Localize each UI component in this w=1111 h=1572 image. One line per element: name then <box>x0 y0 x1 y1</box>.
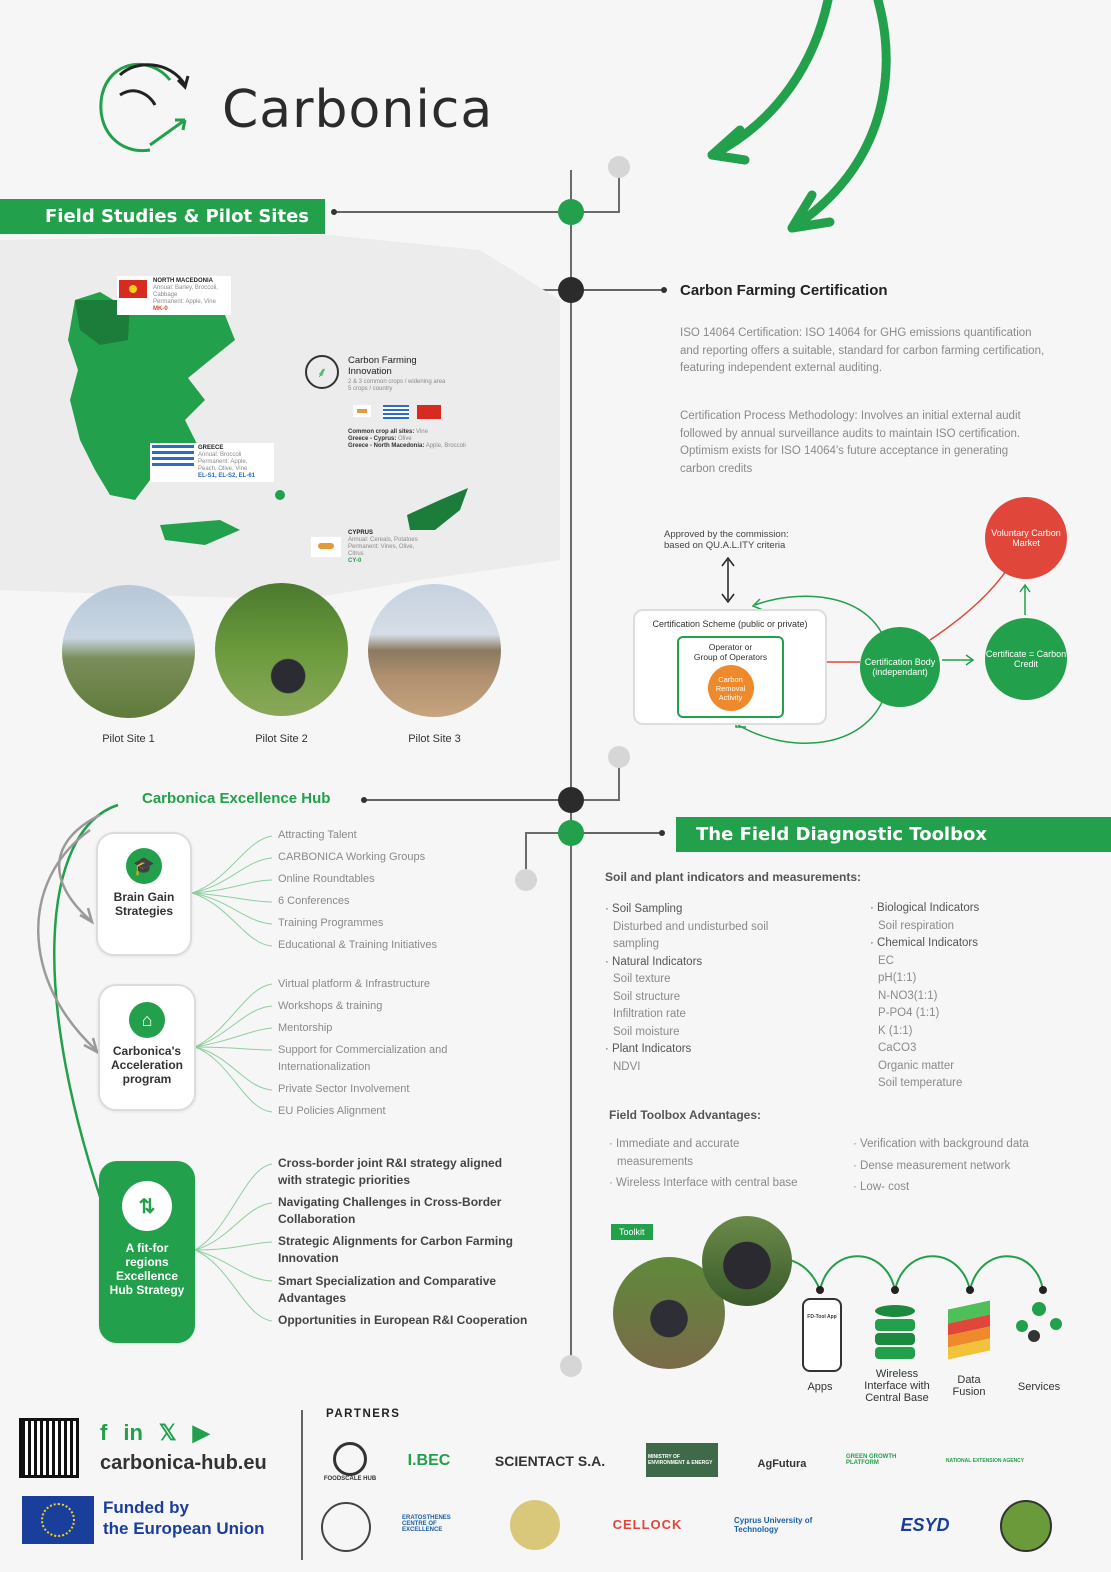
partners-title: PARTNERS <box>326 1408 401 1420</box>
strategy-icon: ⇅ <box>122 1181 172 1231</box>
brain-gain-card: 🎓 Brain Gain Strategies <box>96 832 192 956</box>
accel-item: Support for Commercialization and <box>278 1044 448 1056</box>
brain-item: Online Roundtables <box>278 873 375 885</box>
north-macedonia-flag-icon <box>119 280 147 298</box>
partner-logo: FOODSCALE HUB <box>320 1436 380 1488</box>
brain-item: CARBONICA Working Groups <box>278 851 426 863</box>
funded-by: Funded by the European Union <box>103 1498 265 1538</box>
advantages-column-1: · Immediate and accurate measurements · Wireless Interface with central base <box>609 1138 798 1189</box>
carbon-removal-circle: Carbon Removal Activity <box>708 665 754 711</box>
advantages-column-2: · Verification with background data · Dense measurement network · Low- cost <box>853 1138 1029 1193</box>
north-macedonia-flag-small-icon <box>417 405 441 419</box>
indicators-column-2: · Biological Indicators Soil respiration · Chemical Indicators EC pH(1:1) N-NO3(1:1) P-PO4 (1:1) K (1:1) CaCO3 Organic matter Soil temperature <box>870 902 980 1089</box>
partner-logo: SCIENTACT S.A. <box>494 1453 606 1469</box>
accel-item: Workshops & training <box>278 1000 383 1012</box>
partner-seal-icon <box>1000 1500 1052 1552</box>
brain-item: Training Programmes <box>278 917 384 929</box>
accel-item: Virtual platform & Infrastructure <box>278 978 431 990</box>
social-icons <box>100 1420 210 1446</box>
accel-item: Private Sector Involvement <box>278 1083 410 1095</box>
partner-logo: ERATOSTHENES CENTRE OF EXCELLENCE <box>402 1515 451 1533</box>
certificate-circle: Certificate = Carbon Credit <box>985 618 1067 700</box>
field-studies-title: Field Studies & Pilot Sites <box>0 199 325 234</box>
brain-item: Attracting Talent <box>278 829 357 841</box>
wheat-icon: ⸙ <box>305 355 339 389</box>
partner-logo: Cyprus University of Technology <box>734 1516 813 1534</box>
x-icon[interactable]: 𝕏 <box>158 1420 177 1445</box>
step-data-fusion: Data Fusion <box>952 1374 986 1398</box>
brain-item: Educational & Training Initiatives <box>278 939 437 951</box>
pilot-site-1-label: Pilot Site 1 <box>102 733 155 745</box>
pilot-site-2-label: Pilot Site 2 <box>255 733 308 745</box>
fit-item: Smart Specialization and Comparative <box>278 1274 497 1288</box>
greece-flag-small-icon <box>383 405 409 419</box>
fit-for-regions-card: ⇅ A fit-for regions Excellence Hub Strategy <box>99 1161 195 1343</box>
cyprus-flag-small-icon <box>353 405 371 417</box>
step-services: Services <box>1017 1381 1061 1393</box>
pilot-site-3-label: Pilot Site 3 <box>408 733 461 745</box>
fit-item: Collaboration <box>278 1212 356 1226</box>
qr-code-icon[interactable] <box>22 1421 76 1475</box>
fit-item: Navigating Challenges in Cross-Border <box>278 1195 502 1209</box>
partner-logo: GREEN GROWTH PLATFORM <box>846 1454 897 1466</box>
factory-icon: ⌂ <box>129 1002 165 1038</box>
data-fusion-icon <box>948 1305 990 1365</box>
fit-item: Cross-border joint R&I strategy aligned <box>278 1156 503 1170</box>
carbonica-logo-icon <box>90 50 195 160</box>
certification-body-circle: Certification Body (independant) <box>860 627 940 707</box>
toolkit-badge: Toolkit <box>611 1224 653 1240</box>
accel-item: EU Policies Alignment <box>278 1105 386 1117</box>
partner-logo: CELLOCK <box>612 1516 683 1532</box>
voluntary-market-circle: Voluntary Carbon Market <box>985 497 1067 579</box>
cyprus-flag-icon <box>310 536 342 558</box>
linkedin-icon[interactable]: in <box>123 1420 143 1445</box>
pilot-site-3-photo <box>368 584 501 717</box>
advantages-title: Field Toolbox Advantages: <box>609 1108 762 1122</box>
approved-note: Approved by the commission: based on QU.A.L.ITY criteria <box>664 529 789 551</box>
certification-scheme-box: Certification Scheme (public or private) Operator or Group of Operators Carbon Removal Activity <box>633 609 827 725</box>
partner-logo: ESYD <box>900 1514 950 1535</box>
brain-item: 6 Conferences <box>278 895 350 907</box>
facebook-icon[interactable]: f <box>100 1420 108 1445</box>
fit-item: Strategic Alignments for Carbon Farming <box>278 1234 513 1248</box>
brand-name: Carbonica <box>222 80 494 140</box>
operator-box: Operator or Group of Operators Carbon Removal Activity <box>677 636 784 718</box>
partner-logo: MINISTRY OF ENVIRONMENT & ENERGY <box>646 1443 718 1477</box>
services-icon <box>1014 1300 1066 1362</box>
partner-logo: NATIONAL EXTENSION AGENCY <box>945 1458 1025 1464</box>
pilot-site-2-photo <box>215 583 348 716</box>
north-macedonia-label: NORTH MACEDONIA Annual: Barley, Broccoli, Cabbage Permanent: Apple, Vine MK-0 <box>117 276 231 315</box>
step-wireless: Wireless Interface with Central Base <box>864 1368 930 1404</box>
eu-flag-icon <box>22 1496 94 1544</box>
carbon-farming-innovation-box: ⸙ Carbon Farming Innovation 2 & 3 common crops / widening area 5 crops / country Common crop all sites: Vine Greece - Cyprus: Olive Greece - North Macedonia: Apple, Broccoli <box>305 355 495 393</box>
partner-logo: AgFutura <box>757 1458 807 1470</box>
partner-seal-icon <box>321 1502 371 1552</box>
pilot-site-1-photo <box>62 585 195 718</box>
certification-para-2: Certification Process Methodology: Involves an initial external audit followed by annual surveillance audits to maintain ISO certification. Optimism exists for ISO 14064's future acceptance in generating carbon credits <box>680 410 1021 475</box>
fit-item: Opportunities in European R&I Cooperation <box>278 1313 528 1327</box>
phone-app-icon: FD-Tool App <box>802 1298 842 1372</box>
fit-item: with strategic priorities <box>278 1173 411 1187</box>
cyprus-label: CYPRUS Annual: Cereals, Potatoes Permanent: Vines, Olive, Citrus CY-0 <box>310 530 450 565</box>
step-apps: Apps <box>807 1381 833 1393</box>
certification-title: Carbon Farming Certification <box>680 282 888 299</box>
fit-item: Innovation <box>278 1251 339 1265</box>
greece-label: GREECE Annual: Broccoli Permanent: Apple, Peach, Olive, Vine EL-S1, EL-S2, EL-61 <box>150 443 274 482</box>
partner-logo: I.BEC <box>407 1452 451 1469</box>
certification-para-1: ISO 14064 Certification: ISO 14064 for GHG emissions quantification and reporting offers a suitable, standard for carbon farming certification, featuring independent external auditing. <box>680 327 1045 374</box>
website-link[interactable]: carbonica-hub.eu <box>100 1452 267 1474</box>
toolbox-title: The Field Diagnostic Toolbox <box>676 817 1111 852</box>
partner-seal-icon <box>510 1500 560 1550</box>
fit-item: Advantages <box>278 1291 347 1305</box>
greece-flag-icon <box>152 445 194 469</box>
youtube-icon[interactable]: ▶ <box>192 1420 210 1445</box>
accel-item: Mentorship <box>278 1022 333 1034</box>
acceleration-card: ⌂ Carbonica's Acceleration program <box>98 984 196 1111</box>
graduation-cap-icon: 🎓 <box>126 848 162 884</box>
database-icon <box>875 1305 915 1365</box>
accel-item: Internationalization <box>278 1061 371 1073</box>
toolkit-photo-2 <box>702 1216 792 1306</box>
hub-title: Carbonica Excellence Hub <box>142 790 331 807</box>
toolbox-subtitle: Soil and plant indicators and measurements: <box>605 870 862 884</box>
indicators-column-1: · Soil Sampling Disturbed and undisturbed soil sampling · Natural Indicators Soil texture Soil structure Infiltration rate Soil moisture · Plant Indicators NDVI <box>605 903 769 1073</box>
